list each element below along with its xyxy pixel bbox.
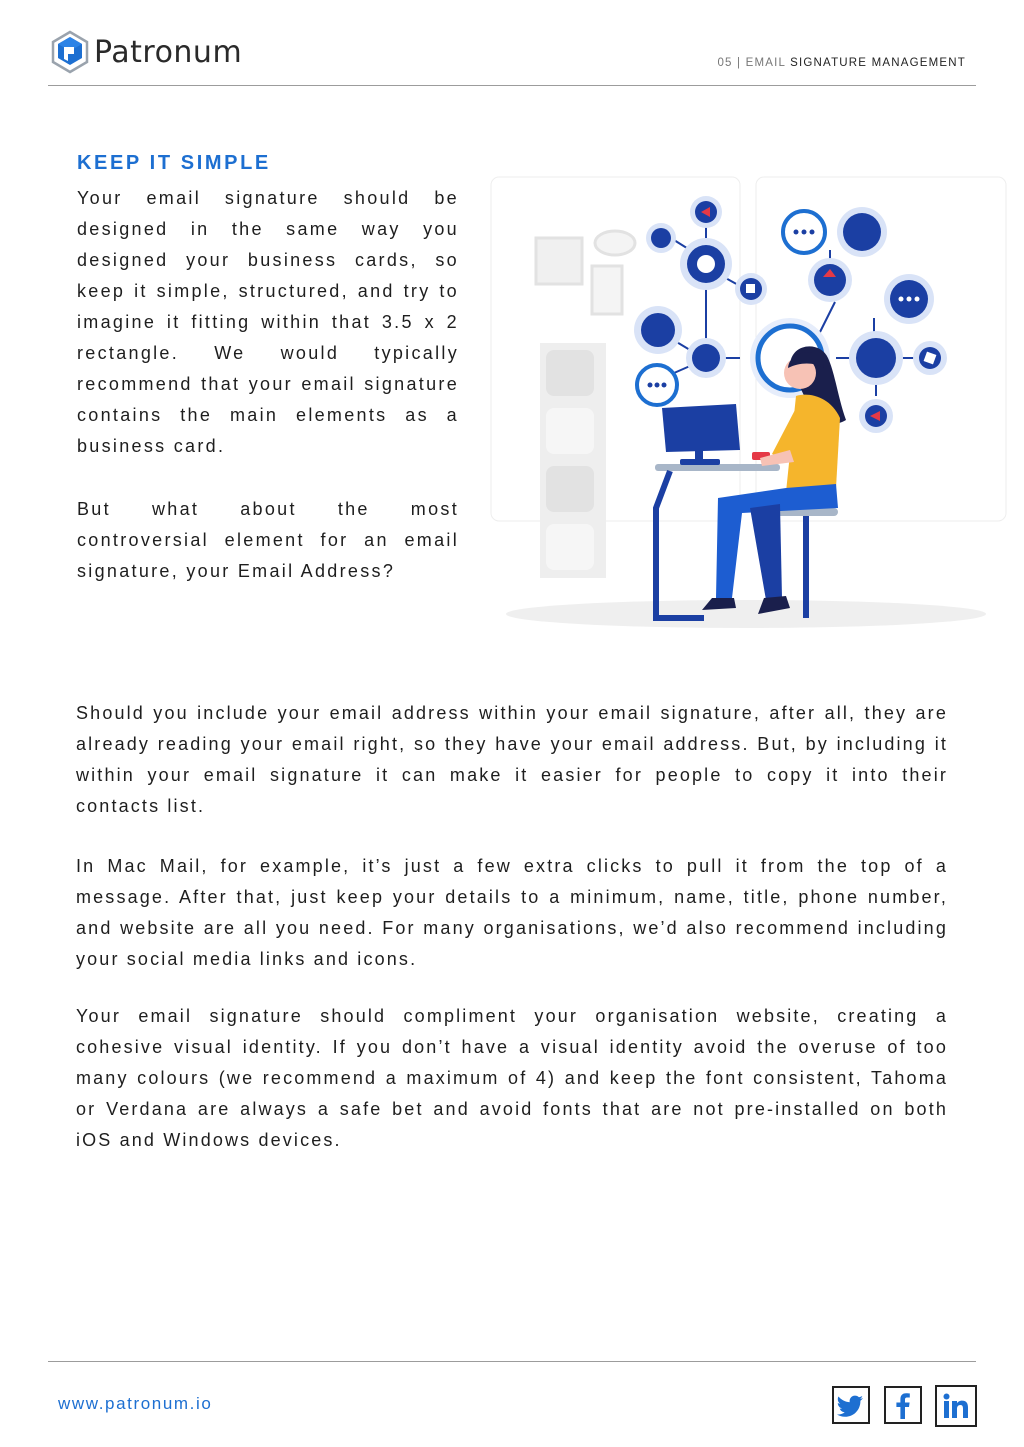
footer-divider	[48, 1361, 976, 1362]
intro-paragraph: Your email signature should be designed in the same way you designed your business cards, so keep it simple, structured, and try to imagine it fitting within that 3.5 x 2 rectangle. We would typically recommend that your email signature contains the main elements as a business card.	[77, 188, 459, 456]
body-text	[76, 698, 948, 1156]
section-strong: SIGNATURE MANAGEMENT	[790, 57, 966, 69]
linkedin-icon	[940, 1390, 972, 1422]
linkedin-button[interactable]	[935, 1385, 977, 1427]
twitter-button[interactable]	[832, 1386, 870, 1424]
facebook-button[interactable]	[884, 1386, 922, 1424]
woman-at-computer-illustration	[490, 168, 1010, 638]
facebook-icon	[887, 1389, 919, 1421]
section-light: EMAIL	[745, 57, 786, 69]
section-heading: KEEP IT SIMPLE	[77, 152, 271, 174]
patronum-logo-icon	[50, 30, 90, 74]
intro-paragraph: But what about the most controversial element for an email signature, your Email Address?	[77, 499, 459, 581]
body-paragraph: Should you include your email address within your email signature, after all, they are already reading your email right, so they have your email address. But, by including it within your email signature it can make it easier for people to copy it into their contacts list.	[76, 703, 948, 816]
header-logo[interactable]	[50, 30, 242, 74]
website-link[interactable]: www.patronum.io	[58, 1394, 213, 1413]
brand-name: Patronum	[94, 34, 243, 70]
twitter-icon	[835, 1389, 867, 1421]
page-section-label	[717, 57, 966, 69]
page-number: 05	[717, 57, 733, 69]
header-divider	[48, 85, 976, 86]
header-separator: |	[737, 57, 742, 69]
intro-column	[77, 183, 459, 587]
body-paragraph: In Mac Mail, for example, it’s just a few extra clicks to pull it from the top of a message. After that, just keep your details to a minimum, name, title, phone number, and website are all you need. For many organisations, we’d also recommend including your social media links and icons.	[76, 856, 948, 969]
body-paragraph: Your email signature should compliment your organisation website, creating a cohesive visual identity. If you don’t have a visual identity avoid the overuse of too many colours (we recommend a maximum of 4) and keep the font consistent, Tahoma or Verdana are always a safe bet and avoid fonts that are not pre-installed on both iOS and Windows devices.	[76, 1006, 948, 1150]
